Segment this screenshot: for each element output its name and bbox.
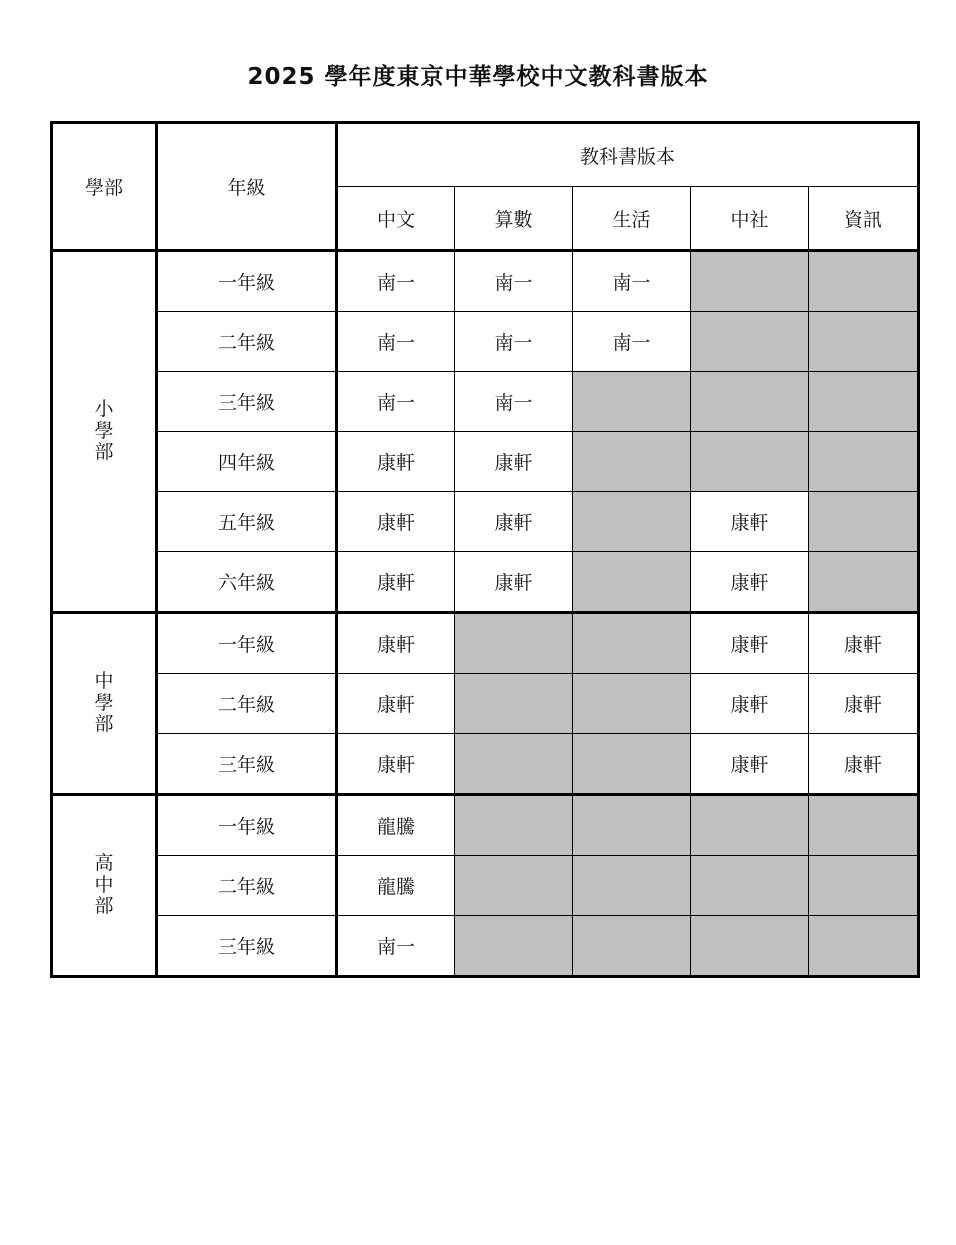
textbook-cell: 康軒 <box>455 432 573 492</box>
grade-cell: 五年級 <box>157 492 337 552</box>
subject-header: 算數 <box>455 187 573 251</box>
table-row <box>52 795 919 856</box>
table-row <box>52 492 919 552</box>
grade-cell: 三年級 <box>157 734 337 795</box>
grade-cell: 一年級 <box>157 251 337 312</box>
grade-cell: 一年級 <box>157 613 337 674</box>
empty-cell <box>691 432 809 492</box>
header-dept: 學部 <box>52 123 157 251</box>
textbook-cell: 康軒 <box>809 674 919 734</box>
table-row <box>52 432 919 492</box>
textbook-cell: 南一 <box>455 251 573 312</box>
header-textbook: 教科書版本 <box>337 123 919 187</box>
textbook-cell: 康軒 <box>691 613 809 674</box>
empty-cell <box>455 795 573 856</box>
empty-cell <box>573 372 691 432</box>
empty-cell <box>573 492 691 552</box>
empty-cell <box>691 795 809 856</box>
textbook-cell: 康軒 <box>455 492 573 552</box>
empty-cell <box>573 916 691 977</box>
textbook-cell: 南一 <box>455 312 573 372</box>
header-grade: 年級 <box>157 123 337 251</box>
grade-cell: 三年級 <box>157 916 337 977</box>
grade-cell: 四年級 <box>157 432 337 492</box>
subject-header: 資訊 <box>809 187 919 251</box>
section-label: 高中部 <box>94 851 114 918</box>
grade-cell: 二年級 <box>157 674 337 734</box>
empty-cell <box>691 856 809 916</box>
grade-cell: 六年級 <box>157 552 337 613</box>
empty-cell <box>809 916 919 977</box>
empty-cell <box>455 613 573 674</box>
subject-header: 生活 <box>573 187 691 251</box>
textbook-cell: 康軒 <box>691 734 809 795</box>
empty-cell <box>455 674 573 734</box>
empty-cell <box>573 674 691 734</box>
empty-cell <box>691 916 809 977</box>
section-label: 中學部 <box>94 669 114 736</box>
table-row <box>52 552 919 613</box>
table-row <box>52 674 919 734</box>
textbook-cell: 龍騰 <box>337 856 455 916</box>
page-title: 2025 學年度東京中華學校中文教科書版本 <box>247 64 709 90</box>
textbook-cell: 康軒 <box>809 734 919 795</box>
textbook-cell: 康軒 <box>691 674 809 734</box>
empty-cell <box>573 552 691 613</box>
textbook-cell: 南一 <box>337 916 455 977</box>
empty-cell <box>691 251 809 312</box>
empty-cell <box>455 916 573 977</box>
table-row <box>52 251 919 312</box>
grade-cell: 二年級 <box>157 312 337 372</box>
textbook-cell: 康軒 <box>337 432 455 492</box>
table-row <box>52 312 919 372</box>
table-row <box>52 613 919 674</box>
empty-cell <box>455 734 573 795</box>
empty-cell <box>573 795 691 856</box>
textbook-cell: 南一 <box>573 251 691 312</box>
textbook-cell: 康軒 <box>691 552 809 613</box>
grade-cell: 三年級 <box>157 372 337 432</box>
subject-header: 中社 <box>691 187 809 251</box>
textbook-cell: 康軒 <box>337 734 455 795</box>
empty-cell <box>809 432 919 492</box>
empty-cell <box>573 432 691 492</box>
empty-cell <box>809 312 919 372</box>
table-body <box>52 123 919 977</box>
section-name <box>52 613 157 795</box>
header-row <box>52 123 919 187</box>
textbook-cell: 南一 <box>337 312 455 372</box>
empty-cell <box>809 492 919 552</box>
section-name <box>52 251 157 613</box>
textbook-cell: 南一 <box>573 312 691 372</box>
section-name <box>52 795 157 977</box>
empty-cell <box>809 856 919 916</box>
textbook-cell: 南一 <box>337 372 455 432</box>
empty-cell <box>455 856 573 916</box>
empty-cell <box>809 795 919 856</box>
empty-cell <box>809 251 919 312</box>
grade-cell: 一年級 <box>157 795 337 856</box>
textbook-cell: 康軒 <box>337 674 455 734</box>
textbook-cell: 康軒 <box>337 552 455 613</box>
table-row <box>52 372 919 432</box>
table-row <box>52 734 919 795</box>
grade-cell: 二年級 <box>157 856 337 916</box>
table-row <box>52 856 919 916</box>
textbook-cell: 南一 <box>337 251 455 312</box>
textbook-cell: 康軒 <box>691 492 809 552</box>
empty-cell <box>573 856 691 916</box>
section-label: 小學部 <box>94 397 114 464</box>
subject-header: 中文 <box>337 187 455 251</box>
empty-cell <box>691 312 809 372</box>
textbook-cell: 康軒 <box>337 492 455 552</box>
textbook-cell: 南一 <box>455 372 573 432</box>
textbook-cell: 龍騰 <box>337 795 455 856</box>
textbook-table <box>50 121 920 978</box>
empty-cell <box>573 734 691 795</box>
empty-cell <box>809 552 919 613</box>
empty-cell <box>573 613 691 674</box>
table-row <box>52 916 919 977</box>
empty-cell <box>809 372 919 432</box>
empty-cell <box>691 372 809 432</box>
textbook-cell: 康軒 <box>337 613 455 674</box>
textbook-cell: 康軒 <box>809 613 919 674</box>
textbook-cell: 康軒 <box>455 552 573 613</box>
